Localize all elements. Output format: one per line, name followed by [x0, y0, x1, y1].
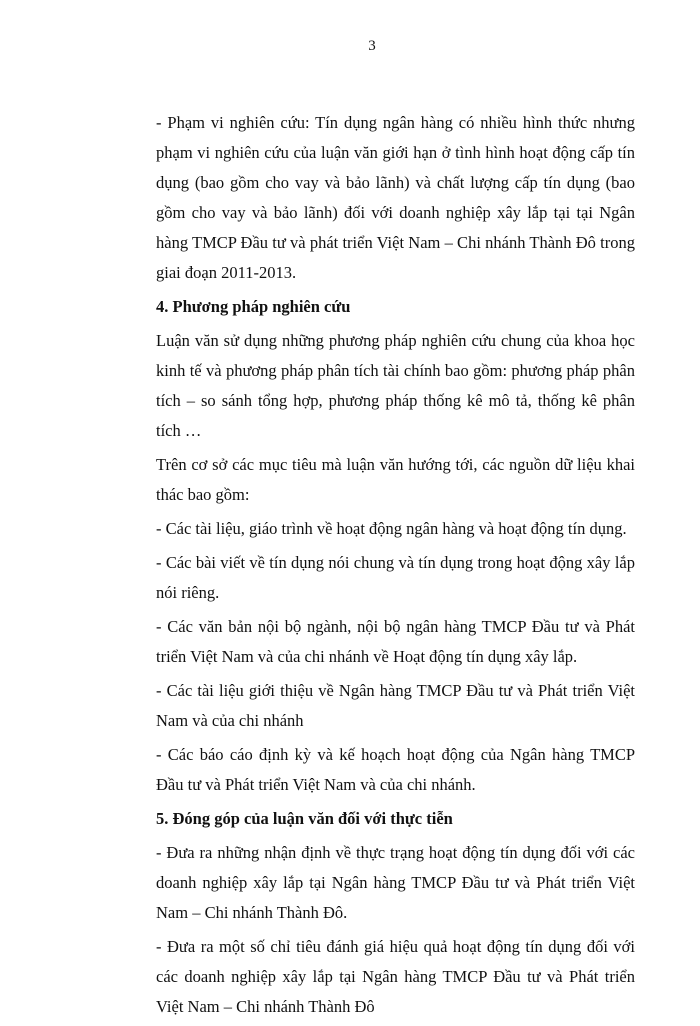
paragraph-scope: - Phạm vi nghiên cứu: Tín dụng ngân hàng có nhiều hình thức nhưng phạm vi nghiên cứu của luận văn giới hạn ở tình hình hoạt động cấp tín dụng (bao gồm cho vay và bảo lãnh) và chất lượng cấp tín dụng (bao gồm cho vay và bảo lãnh) đối với doanh nghiệp xây lắp tại tại Ngân hàng TMCP Đầu tư và phát triển Việt Nam – Chi nhánh Thành Đô trong giai đoạn 2011-2013. [156, 113, 635, 282]
list-item: - Đưa ra một số chỉ tiêu đánh giá hiệu quả hoạt động tín dụng đối với các doanh nghiệp xây lắp tại Ngân hàng TMCP Đầu tư và Phát triển Việt Nam – Chi nhánh Thành Đô [156, 937, 635, 1016]
page-body [156, 108, 635, 1026]
page-number: 3 [368, 38, 376, 54]
paragraph-methods: Luận văn sử dụng những phương pháp nghiên cứu chung của khoa học kinh tế và phương pháp phân tích tài chính bao gồm: phương pháp phân tích – so sánh tổng hợp, phương pháp thống kê mô tả, thống kê phân tích … [156, 331, 635, 440]
list-item: - Các tài liệu, giáo trình về hoạt động ngân hàng và hoạt động tín dụng. [156, 519, 627, 538]
list-item: - Các văn bản nội bộ ngành, nội bộ ngân hàng TMCP Đầu tư và Phát triển Việt Nam và của chi nhánh về Hoạt động tín dụng xây lắp. [156, 617, 635, 666]
heading-contributions: 5. Đóng góp của luận văn đối với thực tiễn [156, 809, 453, 828]
list-item: - Các bài viết về tín dụng nói chung và tín dụng trong hoạt động xây lắp nói riêng. [156, 553, 635, 602]
paragraph-data-sources: Trên cơ sở các mục tiêu mà luận văn hướng tới, các nguồn dữ liệu khai thác bao gồm: [156, 455, 635, 504]
heading-methods: 4. Phương pháp nghiên cứu [156, 297, 351, 316]
list-item: - Các báo cáo định kỳ và kế hoạch hoạt động của Ngân hàng TMCP Đầu tư và Phát triển Việt Nam và của chi nhánh. [156, 745, 635, 794]
list-item: - Các tài liệu giới thiệu về Ngân hàng TMCP Đầu tư và Phát triển Việt Nam và của chi nhánh [156, 681, 635, 730]
list-item: - Đưa ra những nhận định về thực trạng hoạt động tín dụng đối với các doanh nghiệp xây lắp tại Ngân hàng TMCP Đầu tư và Phát triển Việt Nam – Chi nhánh Thành Đô. [156, 843, 635, 922]
